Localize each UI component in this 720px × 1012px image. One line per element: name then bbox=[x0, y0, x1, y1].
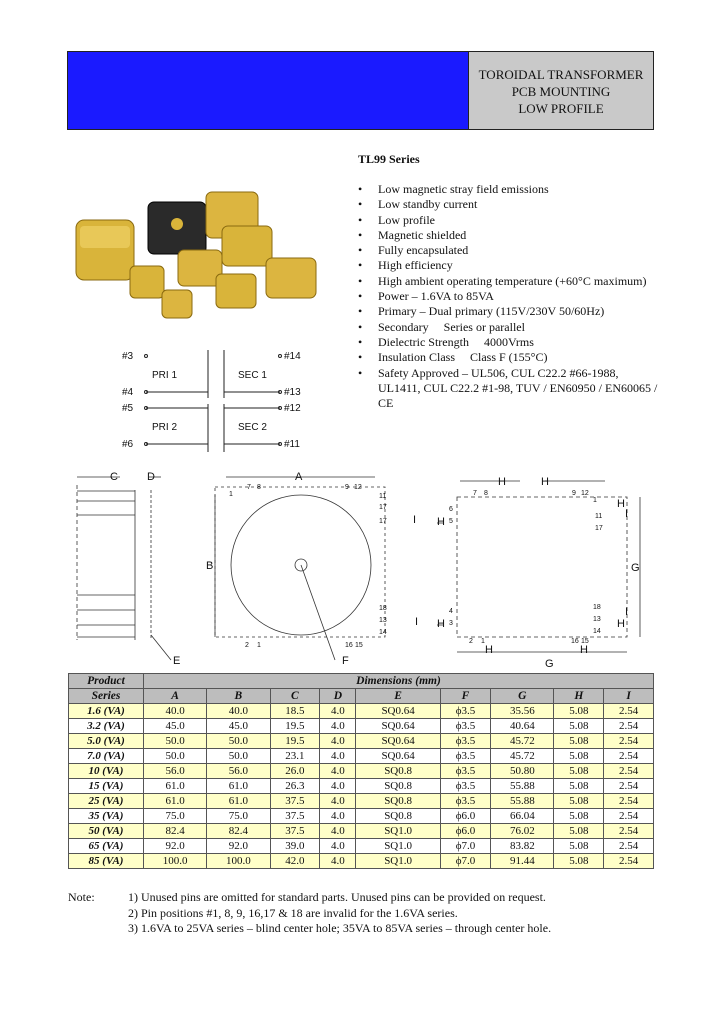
table-row bbox=[69, 854, 654, 869]
dim-label-h: H bbox=[498, 476, 506, 488]
transformer-group-illustration bbox=[76, 192, 316, 318]
dimension-cell: 5.08 bbox=[554, 809, 604, 824]
pin-number: 16 bbox=[571, 638, 579, 645]
dimension-cell: 40.0 bbox=[207, 704, 270, 719]
pin-number: 13 bbox=[593, 616, 601, 623]
col-header: C bbox=[270, 689, 320, 704]
pin-number: 6 bbox=[449, 506, 453, 513]
dimension-cell: 56.0 bbox=[207, 764, 270, 779]
pin-number: 9 bbox=[572, 490, 576, 497]
dimension-cell: 4.0 bbox=[320, 734, 356, 749]
dimension-cell: 61.0 bbox=[144, 779, 207, 794]
dimension-cell: ϕ3.5 bbox=[440, 779, 490, 794]
dimension-cell: 75.0 bbox=[207, 809, 270, 824]
pin-number: 17 bbox=[595, 525, 603, 532]
feature-item: • Magnetic shielded bbox=[358, 228, 658, 243]
title-line-3: LOW PROFILE bbox=[518, 101, 604, 116]
dimension-cell: 4.0 bbox=[320, 719, 356, 734]
dimension-cell: 19.5 bbox=[270, 719, 320, 734]
table-row bbox=[69, 764, 654, 779]
wiring-schematic bbox=[118, 344, 318, 456]
series-cell: 65 (VA) bbox=[69, 839, 144, 854]
dimension-cell: 83.82 bbox=[491, 839, 554, 854]
pin-label: #6 bbox=[122, 439, 134, 450]
dimension-cell: 76.02 bbox=[491, 824, 554, 839]
pin-number: 2 bbox=[469, 638, 473, 645]
series-cell: 35 (VA) bbox=[69, 809, 144, 824]
dimension-cell: 37.5 bbox=[270, 824, 320, 839]
dimension-cell: 55.88 bbox=[491, 779, 554, 794]
pin-number: 12 bbox=[354, 484, 362, 491]
dimension-cell: 2.54 bbox=[604, 764, 654, 779]
dimension-cell: ϕ3.5 bbox=[440, 749, 490, 764]
dimension-cell: 55.88 bbox=[491, 794, 554, 809]
dimension-cell: 40.64 bbox=[491, 719, 554, 734]
dimension-cell: 91.44 bbox=[491, 854, 554, 869]
dimension-cell: 40.0 bbox=[144, 704, 207, 719]
dimension-cell: 37.5 bbox=[270, 794, 320, 809]
series-cell: 85 (VA) bbox=[69, 854, 144, 869]
dimension-cell: 42.0 bbox=[270, 854, 320, 869]
header-product: Product bbox=[69, 674, 144, 689]
note-item: 3) 1.6VA to 25VA series – blind center hole; 35VA to 85VA series – through center hole. bbox=[128, 921, 552, 935]
pin-number: 17 bbox=[379, 518, 387, 525]
pin-label: #11 bbox=[284, 439, 300, 450]
col-header: G bbox=[491, 689, 554, 704]
pin-number: 15 bbox=[355, 642, 363, 649]
dimension-cell: SQ0.64 bbox=[356, 749, 440, 764]
dimension-cell: 5.08 bbox=[554, 794, 604, 809]
feature-item: • Insulation Class Class F (155°C) bbox=[358, 350, 658, 365]
pin-number: 7 bbox=[247, 484, 251, 491]
dimension-cell: 4.0 bbox=[320, 749, 356, 764]
dimension-cell: 2.54 bbox=[604, 809, 654, 824]
pin-number: 11 bbox=[595, 513, 603, 520]
dimension-cell: 5.08 bbox=[554, 839, 604, 854]
series-cell: 1.6 (VA) bbox=[69, 704, 144, 719]
header-banner bbox=[67, 51, 469, 130]
dimension-cell: 19.5 bbox=[270, 734, 320, 749]
secondary-label: SEC 2 bbox=[238, 422, 267, 433]
series-title: TL99 Series bbox=[358, 152, 420, 166]
table-row bbox=[69, 734, 654, 749]
dim-label-h: H bbox=[580, 644, 588, 656]
dimension-cell: 45.72 bbox=[491, 734, 554, 749]
note-item: 1) Unused pins are omitted for standard parts. Unused pins can be provided on request. bbox=[128, 890, 546, 904]
dimension-cell: 4.0 bbox=[320, 764, 356, 779]
header-dimensions: Dimensions (mm) bbox=[144, 674, 654, 689]
dimension-cell: SQ0.8 bbox=[356, 764, 440, 779]
dimension-cell: 2.54 bbox=[604, 839, 654, 854]
dim-label-h: H bbox=[485, 644, 493, 656]
dimension-cell: 18.5 bbox=[270, 704, 320, 719]
dim-label-i: I bbox=[413, 514, 417, 526]
dim-label-g: G bbox=[631, 562, 640, 574]
dimension-cell: 50.0 bbox=[207, 749, 270, 764]
dimension-cell: SQ0.64 bbox=[356, 719, 440, 734]
dimension-cell: 50.0 bbox=[144, 734, 207, 749]
dimension-cell: 2.54 bbox=[604, 704, 654, 719]
dimension-cell: 5.08 bbox=[554, 704, 604, 719]
dimension-cell: 2.54 bbox=[604, 734, 654, 749]
feature-item: • Low magnetic stray field emissions bbox=[358, 182, 658, 197]
dimension-cell: 4.0 bbox=[320, 839, 356, 854]
series-cell: 25 (VA) bbox=[69, 794, 144, 809]
dimension-cell: 4.0 bbox=[320, 779, 356, 794]
dim-label-h: H bbox=[437, 618, 445, 630]
dimension-cell: 82.4 bbox=[144, 824, 207, 839]
pin-label: #3 bbox=[122, 351, 134, 362]
dimension-cell: 5.08 bbox=[554, 824, 604, 839]
pin-number: 14 bbox=[593, 628, 601, 635]
dimension-cell: 92.0 bbox=[144, 839, 207, 854]
dim-label-d: D bbox=[147, 471, 155, 483]
dimension-cell: 50.80 bbox=[491, 764, 554, 779]
pin-number: 1 bbox=[481, 638, 485, 645]
dimension-cell: 4.0 bbox=[320, 794, 356, 809]
table-row bbox=[69, 809, 654, 824]
pin-number: 15 bbox=[581, 638, 589, 645]
dimension-cell: 26.0 bbox=[270, 764, 320, 779]
dimension-cell: 2.54 bbox=[604, 794, 654, 809]
series-cell: 50 (VA) bbox=[69, 824, 144, 839]
pin-number: 14 bbox=[379, 629, 387, 636]
dimension-cell: 82.4 bbox=[207, 824, 270, 839]
dimension-cell: 2.54 bbox=[604, 824, 654, 839]
pin-number: 16 bbox=[345, 642, 353, 649]
feature-item: • Secondary Series or parallel bbox=[358, 320, 658, 335]
dimension-cell: 50.0 bbox=[207, 734, 270, 749]
series-cell: 5.0 (VA) bbox=[69, 734, 144, 749]
dimension-cell: 5.08 bbox=[554, 734, 604, 749]
dimension-cell: 5.08 bbox=[554, 854, 604, 869]
dimension-cell: 5.08 bbox=[554, 779, 604, 794]
dimension-labels bbox=[110, 471, 640, 670]
dimensions-table bbox=[68, 673, 654, 869]
dimension-cell: 39.0 bbox=[270, 839, 320, 854]
dimension-cell: 45.0 bbox=[144, 719, 207, 734]
pin-number: 5 bbox=[449, 518, 453, 525]
col-header: H bbox=[554, 689, 604, 704]
pin-label: #13 bbox=[284, 387, 301, 398]
pin-number: 4 bbox=[449, 608, 453, 615]
dimension-cell: 23.1 bbox=[270, 749, 320, 764]
series-cell: 10 (VA) bbox=[69, 764, 144, 779]
table-row bbox=[69, 794, 654, 809]
pin-number: 18 bbox=[593, 604, 601, 611]
pin-number: 13 bbox=[379, 617, 387, 624]
dimension-cell: 61.0 bbox=[207, 779, 270, 794]
dimension-cell: ϕ3.5 bbox=[440, 704, 490, 719]
series-cell: 15 (VA) bbox=[69, 779, 144, 794]
pin-number: 2 bbox=[245, 642, 249, 649]
dimension-cell: SQ0.8 bbox=[356, 794, 440, 809]
dim-label-i: I bbox=[625, 508, 629, 520]
col-header: F bbox=[440, 689, 490, 704]
dimension-cell: ϕ3.5 bbox=[440, 719, 490, 734]
dimension-cell: 5.08 bbox=[554, 749, 604, 764]
dimension-cell: 4.0 bbox=[320, 854, 356, 869]
dimension-cell: 4.0 bbox=[320, 824, 356, 839]
dimension-cell: SQ1.0 bbox=[356, 824, 440, 839]
dimension-cell: SQ0.64 bbox=[356, 734, 440, 749]
dimension-cell: 26.3 bbox=[270, 779, 320, 794]
dimension-cell: 4.0 bbox=[320, 809, 356, 824]
dimension-cell: SQ0.8 bbox=[356, 779, 440, 794]
pin-number: 1 bbox=[257, 642, 261, 649]
dim-label-h: H bbox=[437, 516, 445, 528]
dim-label-i: I bbox=[415, 616, 419, 628]
series-cell: 7.0 (VA) bbox=[69, 749, 144, 764]
dim-label-a: A bbox=[295, 471, 303, 483]
pin-label: #14 bbox=[284, 351, 301, 362]
table-row bbox=[69, 824, 654, 839]
pin-number: 8 bbox=[257, 484, 261, 491]
pin-number: 18 bbox=[379, 605, 387, 612]
dimension-cell: 92.0 bbox=[207, 839, 270, 854]
note-item: 2) Pin positions #1, 8, 9, 16,17 & 18 are invalid for the 1.6VA series. bbox=[128, 905, 458, 920]
dimension-cell: 5.08 bbox=[554, 764, 604, 779]
dim-label-h: H bbox=[617, 498, 625, 510]
dimension-cell: 45.72 bbox=[491, 749, 554, 764]
pin-label: #4 bbox=[122, 387, 134, 398]
dim-label-g: G bbox=[545, 658, 554, 670]
header-series: Series bbox=[69, 689, 144, 704]
dimension-cell: 35.56 bbox=[491, 704, 554, 719]
dimension-cell: 2.54 bbox=[604, 749, 654, 764]
pin-number: 17 bbox=[379, 504, 387, 511]
title-line-2: PCB MOUNTING bbox=[511, 84, 611, 99]
dimension-cell: ϕ7.0 bbox=[440, 839, 490, 854]
feature-item: • Safety Approved – UL506, CUL C22.2 #66-1988, UL1411, CUL C22.2 #1-98, TUV / EN60950 / EN60065 / CE bbox=[358, 366, 658, 412]
dimension-cell: 2.54 bbox=[604, 854, 654, 869]
dimension-cell: SQ0.64 bbox=[356, 704, 440, 719]
product-photo bbox=[70, 180, 325, 330]
dimension-cell: 61.0 bbox=[144, 794, 207, 809]
table-row bbox=[69, 749, 654, 764]
table-row bbox=[69, 839, 654, 854]
col-header: I bbox=[604, 689, 654, 704]
feature-item: • Fully encapsulated bbox=[358, 243, 658, 258]
dim-label-f: F bbox=[342, 655, 349, 667]
feature-item: • Low profile bbox=[358, 213, 658, 228]
feature-item: • High ambient operating temperature (+60°C maximum) bbox=[358, 274, 658, 289]
dimension-cell: ϕ6.0 bbox=[440, 824, 490, 839]
dimension-cell: 100.0 bbox=[207, 854, 270, 869]
table-row bbox=[69, 719, 654, 734]
title-line-1: TOROIDAL TRANSFORMER bbox=[478, 67, 644, 82]
dimension-cell: ϕ6.0 bbox=[440, 809, 490, 824]
pin-number: 1 bbox=[229, 491, 233, 498]
pin-number: 3 bbox=[449, 620, 453, 627]
dim-label-b: B bbox=[206, 560, 214, 572]
pin-label: #5 bbox=[122, 403, 134, 414]
dimension-cell: SQ1.0 bbox=[356, 854, 440, 869]
dimension-cell: 2.54 bbox=[604, 779, 654, 794]
dimension-cell: 61.0 bbox=[207, 794, 270, 809]
dim-label-i: I bbox=[625, 606, 629, 618]
feature-item: • Power – 1.6VA to 85VA bbox=[358, 289, 658, 304]
pin-number: 11 bbox=[379, 493, 387, 500]
dimension-cell: 56.0 bbox=[144, 764, 207, 779]
dimension-cell: ϕ3.5 bbox=[440, 734, 490, 749]
pin-number: 7 bbox=[473, 490, 477, 497]
dimension-cell: 75.0 bbox=[144, 809, 207, 824]
primary-label: PRI 2 bbox=[152, 422, 178, 433]
primary-label: PRI 1 bbox=[152, 370, 178, 381]
dimension-cell: 45.0 bbox=[207, 719, 270, 734]
header-title-box bbox=[469, 51, 654, 130]
table-row bbox=[69, 704, 654, 719]
dim-label-c: C bbox=[110, 471, 118, 483]
dim-label-e: E bbox=[173, 655, 181, 667]
feature-item: • Dielectric Strength 4000Vrms bbox=[358, 335, 658, 350]
dimension-cell: 50.0 bbox=[144, 749, 207, 764]
mechanical-drawing bbox=[65, 465, 655, 670]
notes-label: Note: bbox=[68, 890, 95, 904]
dimension-cell: 2.54 bbox=[604, 719, 654, 734]
dimension-cell: 37.5 bbox=[270, 809, 320, 824]
dim-label-h: H bbox=[541, 476, 549, 488]
dimension-cell: ϕ7.0 bbox=[440, 854, 490, 869]
secondary-label: SEC 1 bbox=[238, 370, 267, 381]
pin-number: 12 bbox=[581, 490, 589, 497]
pin-label: #12 bbox=[284, 403, 301, 414]
feature-item: • High efficiency bbox=[358, 258, 658, 273]
col-header: D bbox=[320, 689, 356, 704]
dimension-cell: ϕ3.5 bbox=[440, 764, 490, 779]
dimensions-table-body bbox=[69, 704, 654, 869]
dimension-cell: 4.0 bbox=[320, 704, 356, 719]
dim-label-h: H bbox=[617, 618, 625, 630]
series-cell: 3.2 (VA) bbox=[69, 719, 144, 734]
dimension-cell: SQ1.0 bbox=[356, 839, 440, 854]
dimension-cell: 66.04 bbox=[491, 809, 554, 824]
feature-item: • Low standby current bbox=[358, 197, 658, 212]
dimension-cell: SQ0.8 bbox=[356, 809, 440, 824]
col-header: E bbox=[356, 689, 440, 704]
dimension-cell: 100.0 bbox=[144, 854, 207, 869]
col-header: B bbox=[207, 689, 270, 704]
pin-number: 1 bbox=[593, 497, 597, 504]
feature-list bbox=[358, 182, 658, 411]
dimension-cell: 5.08 bbox=[554, 719, 604, 734]
table-row bbox=[69, 779, 654, 794]
pin-number: 9 bbox=[345, 484, 349, 491]
dimension-cell: ϕ3.5 bbox=[440, 794, 490, 809]
feature-item: • Primary – Dual primary (115V/230V 50/60Hz) bbox=[358, 304, 658, 319]
pin-number: 8 bbox=[484, 490, 488, 497]
col-header: A bbox=[144, 689, 207, 704]
